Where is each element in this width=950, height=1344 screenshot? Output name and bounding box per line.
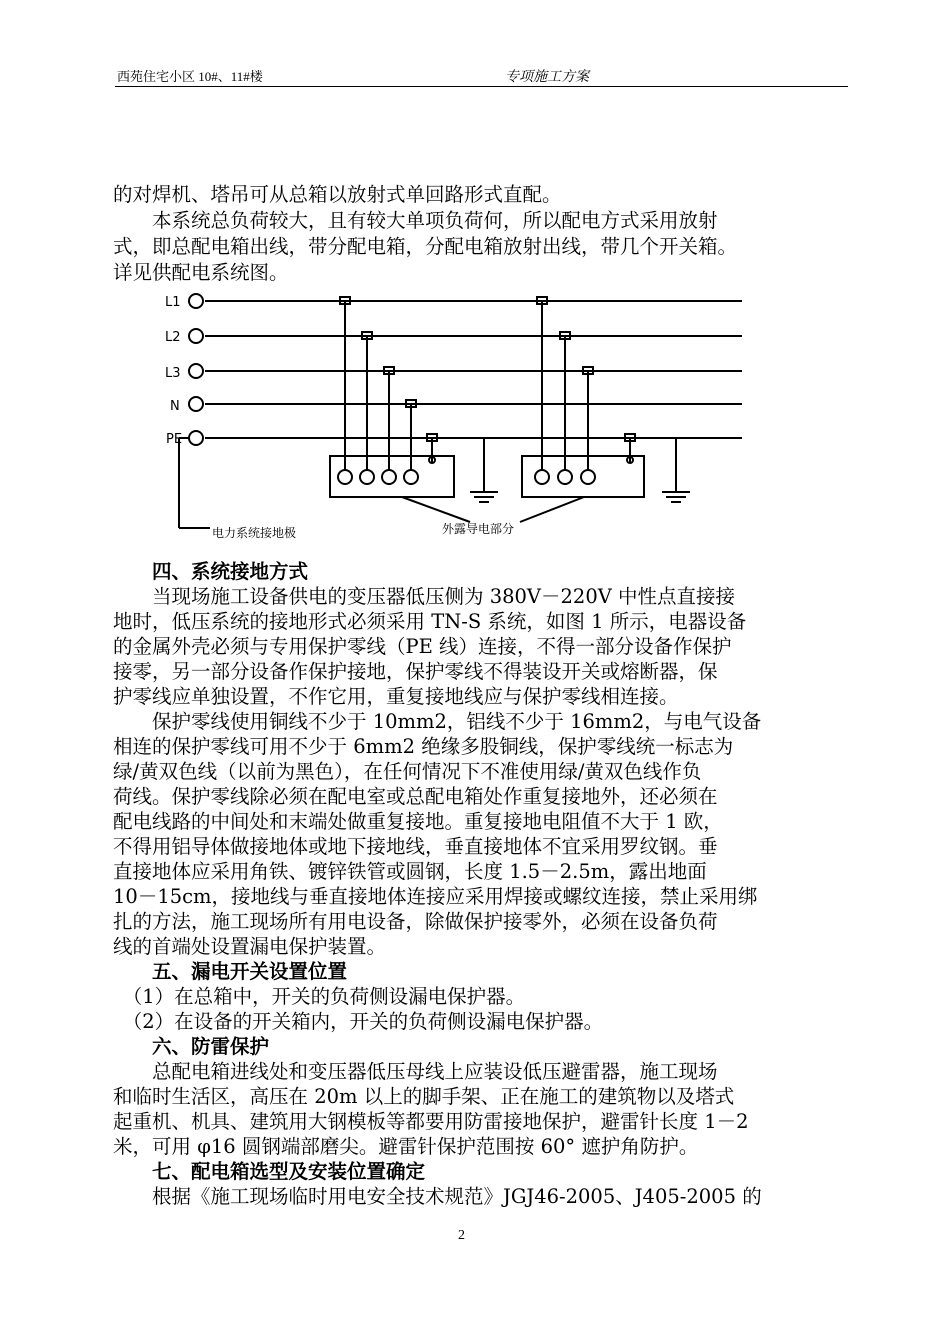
text-line: 和临时生活区，高压在 20m 以上的脚手架、正在施工的建筑物以及塔式	[113, 1085, 735, 1108]
power-supply-diagram	[0, 0, 950, 560]
text-line: 式，即总配电箱出线，带分配电箱，分配电箱放射出线，带几个开关箱。	[113, 235, 738, 258]
label-l1: L1	[165, 295, 181, 310]
text-line: 根据《施工现场临时用电安全技术规范》JGJ46-2005、J405-2005 的	[113, 1185, 762, 1208]
text-line: 配电线路的中间处和末端处做重复接地。重复接地电阻值不大于 1 欧，	[113, 810, 723, 833]
text-line: 米，可用 φ16 圆钢端部磨尖。避雷针保护范围按 60° 遮护角防护。	[113, 1135, 699, 1158]
text-line: 详见供配电系统图。	[113, 261, 289, 284]
label-l2: L2	[165, 330, 181, 345]
header-left: 西苑住宅小区 10#、11#楼	[117, 69, 263, 84]
text-line: 本系统总负荷较大，且有较大单项负荷何，所以配电方式采用放射	[113, 209, 718, 232]
text-line: 荷线。保护零线除必须在配电室或总配电箱处作重复接地外，还必须在	[113, 785, 718, 808]
text-line: 不得用铝导体做接地体或地下接地线，垂直接地体不宜采用罗纹钢。垂	[113, 835, 718, 858]
text-line: 总配电箱进线处和变压器低压母线上应装设低压避雷器，施工现场	[113, 1060, 718, 1083]
page-number: 2	[458, 1228, 465, 1243]
text-line: 的金属外壳必须与专用保护零线（PE 线）连接，不得一部分设备作保护	[113, 635, 732, 658]
header-right: 专项施工方案	[505, 70, 589, 85]
text-line: （1）在总箱中，开关的负荷侧设漏电保护器。	[113, 985, 526, 1008]
section-heading-7: 七、配电箱选型及安装位置确定	[113, 1160, 426, 1183]
label-l3: L3	[165, 366, 181, 381]
text-line: 绿/黄双色线（以前为黑色），在任何情况下不准使用绿/黄双色线作负	[113, 760, 702, 783]
text-line: 保护零线使用铜线不少于 10mm2，铝线不少于 16mm2，与电气设备	[113, 710, 762, 733]
section-heading-4: 四、系统接地方式	[113, 560, 309, 583]
terminal-l1	[189, 294, 203, 308]
section-heading-6: 六、防雷保护	[113, 1035, 270, 1058]
ground-electrode-label: 电力系统接地极	[212, 526, 297, 540]
text-line: 10－15cm，接地线与垂直接地体连接应采用焊接或螺纹连接，禁止采用绑	[113, 885, 758, 908]
label-n: N	[170, 399, 180, 414]
text-line: 线的首端处设置漏电保护装置。	[113, 935, 387, 958]
text-line: 护零线应单独设置，不作它用，重复接地线应与保护零线相连接。	[113, 685, 679, 708]
terminal-l2	[189, 329, 203, 343]
text-line: 当现场施工设备供电的变压器低压侧为 380V－220V 中性点直接接	[113, 585, 736, 608]
distribution-box-1	[330, 456, 454, 497]
text-line: 相连的保护零线可用不少于 6mm2 绝缘多股铜线，保护零线统一标志为	[113, 735, 734, 758]
text-line: 接零，另一部分设备作保护接地，保护零线不得装设开关或熔断器，保	[113, 660, 718, 683]
terminal-n	[189, 397, 203, 411]
text-line: 地时，低压系统的接地形式必须采用 TN-S 系统，如图 1 所示，电器设备	[113, 610, 747, 633]
text-line: （2）在设备的开关箱内，开关的负荷侧设漏电保护器。	[113, 1010, 604, 1033]
terminal-l3	[189, 364, 203, 378]
label-pe: PE	[166, 432, 183, 447]
text-line: 直接地体应采用角铁、镀锌铁管或圆钢，长度 1.5－2.5m，露出地面	[113, 860, 707, 883]
text-line: 起重机、机具、建筑用大钢模板等都要用防雷接地保护，避雷针长度 1－2	[113, 1110, 749, 1133]
section-heading-5: 五、漏电开关设置位置	[113, 960, 348, 983]
text-line: 的对焊机、塔吊可从总箱以放射式单回路形式直配。	[113, 183, 562, 206]
exposed-part-label: 外露导电部分	[442, 522, 515, 536]
distribution-box-2	[522, 456, 644, 497]
text-line: 扎的方法，施工现场所有用电设备，除做保护接零外，必须在设备负荷	[113, 910, 718, 933]
terminal-pe	[189, 431, 203, 445]
